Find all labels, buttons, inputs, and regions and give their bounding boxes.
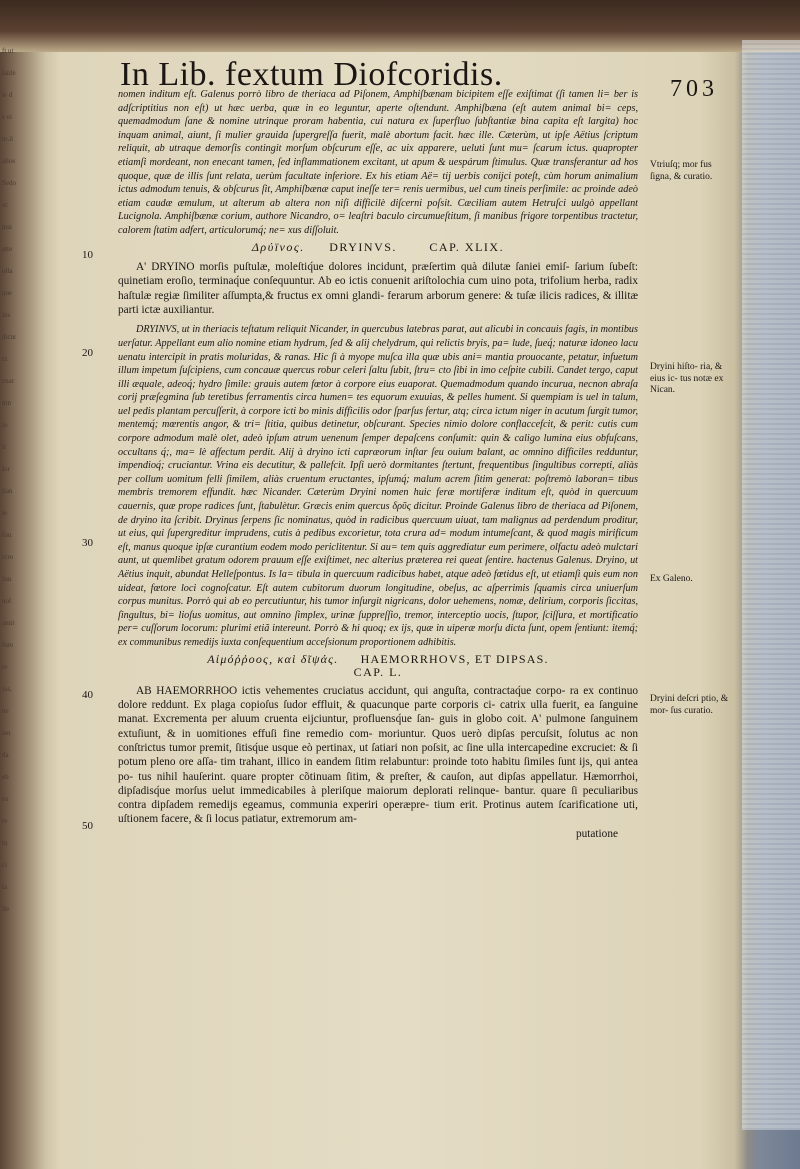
facing-page-fragment: re [2, 663, 8, 671]
margin-note: Dryini hiſto- ria, & eius ic- tus notæ ex Nican. [650, 362, 724, 395]
chapter-heading-dryinus [118, 241, 638, 255]
facing-page-fragment: eu [2, 795, 9, 803]
facing-page-fragment: mn [2, 399, 11, 407]
facing-page-fragment: ne [2, 707, 9, 715]
facing-page-fragment: atte [2, 245, 13, 253]
facing-page-fragment: ci [2, 861, 8, 869]
facing-page-fragment: io [2, 421, 8, 429]
running-head: In Lib. fextum Diofcoridis. [120, 56, 503, 93]
commentary-text: DRYINVS, ut in theriacis teſtatum reliquit Nicander, in quercubus latebras parat, aut alicubi in concauis fagis, in montibus uerſatur. Appellant eum alio nomine etiam hydrum, ſed & alij chelydrum, qui relictis bryis, pa= lude, ſueq́; naturæ idoneo lacu uenatu intercipit in pratis moluridas, & ranas. Hic ſi à myope muſca illa quæ ubis ani= mantia prouocante, petatur, infuetum illum impetum ſuſcipiens, cum concauæ quercus robur celeri ſaltu ſubit, ſtru= cto ſibi in imo ceſpite cubili. Candet tergo, caput illi æquale, adeoq́; hydro ſimile: grauis autem fœtor à corpore eius euaporat. Quemadmodum quando incurua, necnon abraſa corij præſegmina ſub teretibus ferramentis circa humen= tes equorum exuuias, & pelles hument. Si quempiam is uel in talum, uel pedis plantam percuſſerit, à corpore icti bo minis difficilis odor ſparſus fertur, atq; circa ictum niger in acutum ſurgit tumor, mentemq́; mœrentis angor, & tri= ſtitia, quibus detinetur, obſcurant. Species nimio dolore conflaccefcit, & perit: cutis cum corpore admodum malè olet, adeò ipſum atrum uenenum ſemper depaſcens conſumit: quin & caligo lumina eius obfuſcans, occultans q́;, ma= lè affectum perdit. Alij à dryino icti capræorum inſtar ſeu ouium balant, ac omnino difficiles redduntur, impendioq́; cruciantur. Vrina eis decutitur, & pallefcit. Ipſi uerò dormitantes ſtertunt, frequentibus ſingultibus correpti, aliàs per collum uomitum felli ſimilem, aliàs cruentum eructantes, ipſumq́; malum acrem ſitim generat: poſtremò laboran= tibus membris tremorem effundit. hæc Nicander. Cæterùm Dryini nomen huic feræ mortiferæ inditum eſt, quòd in quercuum cauernis, quæ prope radices ſunt, ſtabulètur. Græcis enim quercus δρῦς dicitur. Proinde Galenus libro de theriaca ad Piſonem, de dryino ita ſcribit. Dryinus ſerpens ſic nominatus, quòd in radicibus quercuum uiuat, tam malignus ad perdendum proditur, ut eius, qui ſupergreditur imprudens, cutis à pedibus excorietur, tota crura ad= modum intumeſcant, & quod magis mirificum eſt, manus quoque ipſæ curantium eodem modo periclitentur. Si au= tem quis aggrediatur eum perimere, olfactu adeò mulctari aunt, ut quemlibet gratum odorem prauum eſſe exiſtimet, nec alterius præterea rei queat ſentire. hactenus Galenus. Dryino, ut Aëtius inquit, abundat Helleſpontus. Is la= tibula in quercuum radicibus habet, atque adeò fœtidus eſt, ut etiamſi quis eum non uideat, fœtore loci cognoſcatur. Eſt autem cubitorum duorum longitudine, obeſus, ac aſperrimis ſquamis circa uniuerſum corpus munitus. Porrò qui ab eo percutiuntur, his tumor inſurgit nigricans, dolor uehemens, nomæ, delirium, corporis ſiccitas, ſingultus, bi= lioſus uomitus, aut omnino ſimplex, urinæ ſuppreſſio, tremor, interceptio uocis, ſtupor, ſciſſura, et mortificatio per= cuſſorum locorum: plurimi etiã intereunt. Porrò & hi quoq; ex ijs, quæ in uiperæ morſu dicta ſunt, opem ſentiunt: itemq́; ex communibus remedijs iuxta conſequentium acceſsionum proportionem adhibitis. [118, 324, 638, 648]
facing-page-fragment: dicnr [2, 333, 17, 341]
facing-page-fragment: fuu [2, 575, 12, 583]
facing-page-fragment: it [2, 443, 6, 451]
facing-page-fragment: e ei [2, 113, 12, 121]
line-number: 10 [82, 249, 93, 261]
facing-page-fragment: lian [2, 487, 13, 495]
facing-page-fragment: ien [2, 729, 11, 737]
facing-page-fragment: amit [2, 619, 15, 627]
catchword: putatione [575, 827, 618, 840]
facing-page-fragment: nol [2, 597, 11, 605]
facing-page-fragment: tu [2, 839, 8, 847]
latin-title: HAEMORRHOVS, ET DIPSAS. [360, 651, 549, 666]
facing-page-fragment: que [2, 289, 13, 297]
facing-page-fragment: allos [2, 157, 16, 165]
margin-note: Vtriuſq; mor fus ſigna, & curatio. [650, 160, 713, 182]
greek-title: Αἱμόῤῥοος, καὶ δῖψάς. [207, 651, 339, 666]
margin-note: Ex Galeno. [650, 574, 693, 584]
facing-page-fragment: ius, [2, 685, 12, 693]
chapter-number: CAP. XLIX. [429, 239, 505, 254]
facing-page-fragment: le d [2, 91, 13, 99]
dioscorides-text: A' DRYINO morſis puſtulæ, moleſtiq́ue dolores incidunt, præſertim quà dilutæ ſaniei emiſ- ſarium ſubeſt: quinetiam eroſio, terminaq́ue conſequuntur. Ab eo ictis conuenit ariſtolochia cum uino pota, trifolium herba, radix haſtulæ regiæ ſimiliter aſſumpta,& fructus ex omni glandi- ferarum arborum genere: & tuſæ ilicis radices, & illitæ parti ictæ auxiliantur. [118, 261, 638, 317]
chapter-number: CAP. L. [353, 665, 403, 680]
main-text [118, 88, 638, 841]
chapter-heading-haemorrhous [118, 653, 638, 667]
line-number: 20 [82, 347, 93, 359]
facing-page-fragment: ie [2, 509, 8, 517]
facing-page-fragment: ile [2, 905, 9, 913]
facing-page-fragment: eb [2, 773, 9, 781]
haemorrhous-text: AB HAEMORRHOO ictis vehementes cruciatus accidunt, qui anguſta, contractaq́ue corpo- ra ex continuo dolore reddunt. Ex plaga copioſus ſudor effluit, & quacunque parte corporis ci- catrix ulla fuerit, ea ſanguine manat. Excrementa per aluum cruenta eijciuntur, profluensq́ue ſan- guis in globo coit. A' pulmone ſanguinem extuſiunt, & in uomitiones effuſi fine remedio com- moriuntur. Quos uerò dipſas percuſsit, ſolutus ac non conſtrictus tumor premit, ſitisq́ue usque eò pertinax, ut ſatiari non poſsit, ac ſine ulla intercapedine excruciet: & ſi potum pleno ore aſſa- tim trahant, illico in eandem ſitim relabuntur: proinde toto habitu ſimiles ſunt ijs, qui antea po- tus nihil hauſerint. quare propter cõtinuam ſitim, & preſter, & cauſon, aut dipſas appellatur. Hæmorrhoi, dipſadisq́ue morſus uelut immedicabiles à pleriſque maiorum deplorati relinque- bantur. quare ſi peculiaribus contra dipſadem remedijs egeamus, communia experiri operæpre- tium erit. Protinus autem ſcarificatione uti, uſtionem facere, & ſi locus patiatur, extremorum am- [118, 684, 638, 826]
facing-page-fragment: cnar [2, 377, 15, 385]
line-number: 30 [82, 537, 93, 549]
intro-paragraph: nomen inditum eſt. Galenus porrò libro de theriaca ad Piſonem, Amphiſbænam bicipitem eſſe exiſtimat (ſi tamen li= ber is adſcriptitius non eſt) ut hæc uerba, quæ in eo leguntur, aperte oſtendunt. Amphiſbæna (eſt autem animal bi= ceps, quemadmodum ſane & nomine utrinque proram habentia, cui natura ex ſuperfluo ſubſtantiæ bina capita eſt largita) hoc inquam animal, aiunt, ſi mulier grauida ſupergreſſa fuerit, malè abortum facit. hæc ille. Cæterùm, ut ipſe Aëtius ſcriptum reliquit, ab utraque demorſis contingit morſum obſcurum eſſe, ac uix apparere, ueluti ſunt mu= ſcarum ictus. quapropter etiamſi mordeant, non enecant tamen, ſed inflammationem excitant, ut apum & uespárum ſtimulus. Quæ transferantur ad hos quoque, quæ de illis ſunt relata, uerùm facultate inferiore. Ex his etiam Aë= tij uerbis conijci poteſt, cùm horum animalium ictus admodum tenuis, & obſcurus ſit, Amphiſbænæ caput ineſſe ter= renis uermibus, uel cum tineis perſimile: ac proinde adeò etiam caudæ æmulum, ut alterum ab altera non niſi difficilè diſcerni poſsit. Cæciliam autem Hetruſci uulgò appellant Lucignola. Amphiſbænæ corium, authore Nicandro, o= leaſtri baculo circumueſtitum, ſi manibus frigore torpentibus tractetur, calorem ſtatim adfert, articulorumq́; ne= xus diſſoluit. [118, 89, 638, 236]
facing-page-fragment: rz [2, 355, 8, 363]
facing-page-fragment: ft ut [2, 47, 14, 55]
facing-page-fragment: ec [2, 201, 9, 209]
book-binding-top [0, 0, 800, 52]
margin-note: Dryini deſcri ptio, & mor- ſus curatio. [650, 694, 729, 716]
facing-page-fragment: da [2, 751, 9, 759]
page-number: 703 [670, 76, 718, 102]
facing-page-fragment: lor [2, 465, 10, 473]
facing-page-fragment: la [2, 883, 8, 891]
line-number: 50 [82, 820, 93, 832]
facing-page-fragment: rcro [2, 553, 14, 561]
facing-page-fragment: fure [2, 641, 14, 649]
facing-page-fragment: lanle [2, 69, 16, 77]
facing-page-fragment: to.ii [2, 135, 14, 143]
facing-page-fragment: re [2, 817, 8, 825]
page-edges [742, 40, 800, 1130]
facing-page-fragment: nuz [2, 223, 13, 231]
facing-page-fragment: olla [2, 267, 13, 275]
latin-title: DRYINVS. [329, 239, 397, 254]
facing-page-fragment: ius [2, 311, 11, 319]
facing-page-bleed [0, 40, 40, 1140]
facing-page-fragment: fou [2, 531, 12, 539]
line-number: 40 [82, 689, 93, 701]
page [60, 52, 740, 1132]
facing-page-fragment: Sedo [2, 179, 16, 187]
greek-title: Δρύïνος. [251, 239, 305, 254]
